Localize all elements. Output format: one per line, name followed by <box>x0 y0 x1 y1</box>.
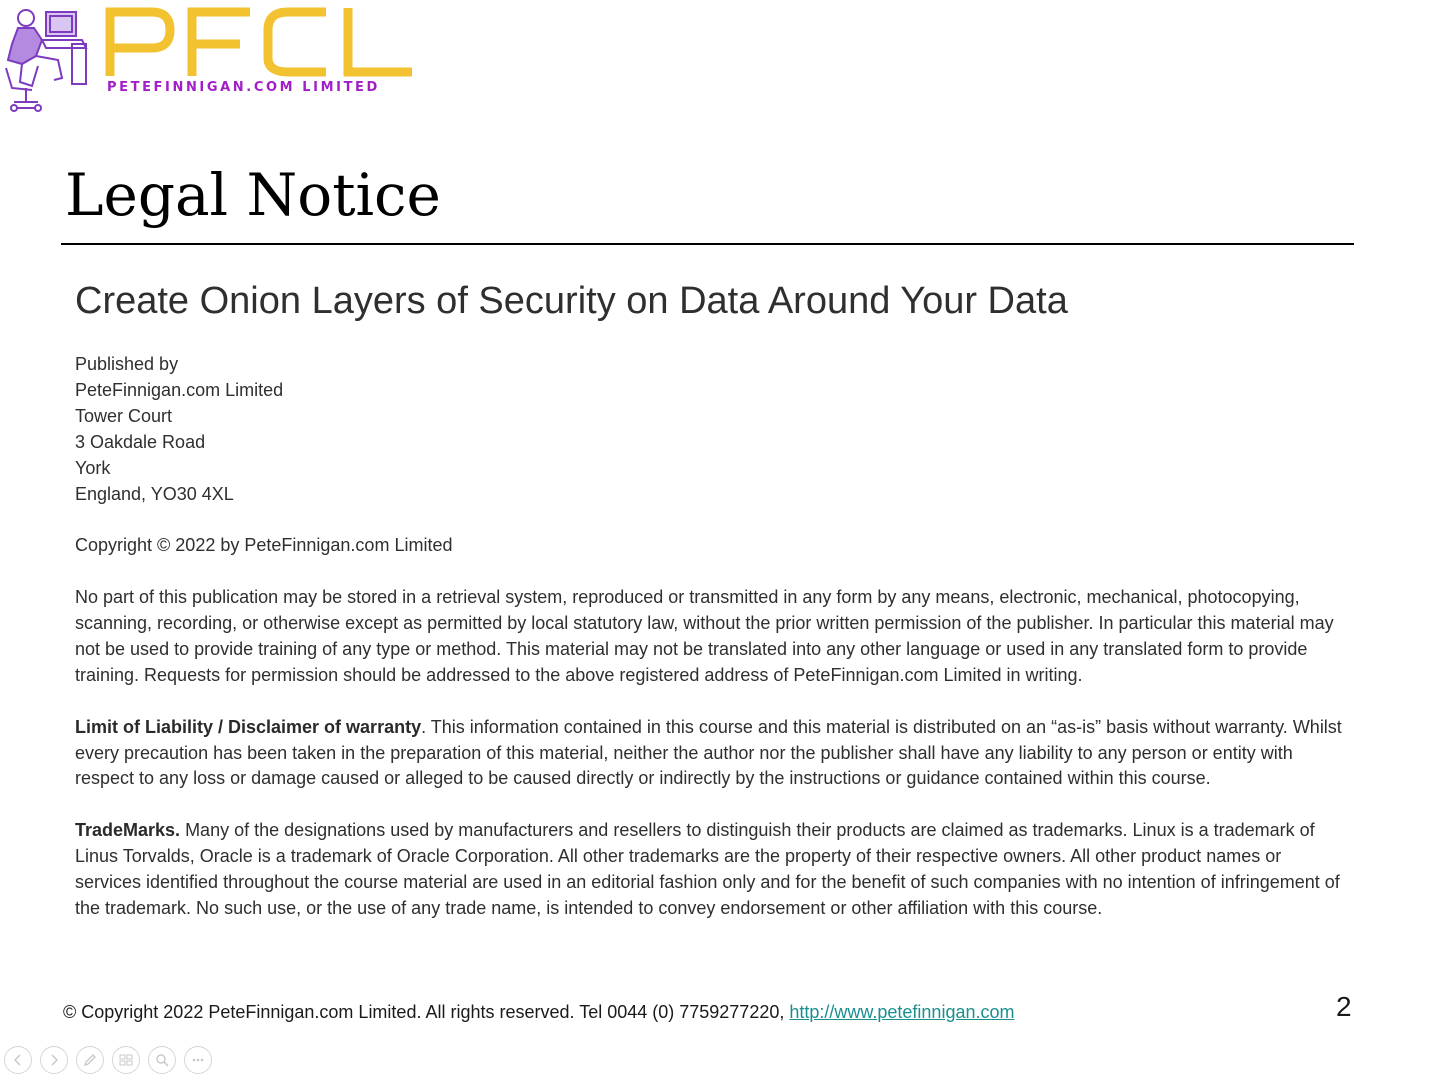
no-part-paragraph: No part of this publication may be stored in a retrieval system, reproduced or transmitted in any form by any means, electronic, mechanical, photocopying, scanning, recording, or otherwise except as permitted by local statutory law, without the prior written permission of the publisher. In particular this material may not be used to provide training of any type or method. This material may not be translated into any other language or used in any translated form to provide training. Requests for permission should be addressed to the above registered address of PeteFinnigan.com Limited in writing. <box>75 587 1334 685</box>
slides-icon <box>118 1052 134 1068</box>
title-divider <box>61 243 1354 245</box>
arrow-right-icon <box>46 1052 62 1068</box>
more-options-button[interactable] <box>184 1046 212 1074</box>
page-number: 2 <box>1336 991 1352 1022</box>
address-line: 3 Oakdale Road <box>75 431 206 452</box>
website-link[interactable]: http://www.petefinnigan.com <box>789 1002 1015 1022</box>
person-at-computer-icon <box>2 4 98 112</box>
address-line: Tower Court <box>75 405 173 426</box>
previous-slide-button[interactable] <box>4 1046 32 1074</box>
address-line: England, YO30 4XL <box>75 483 234 504</box>
pen-icon <box>82 1052 98 1068</box>
trademarks-heading: TradeMarks. <box>75 820 181 841</box>
ellipsis-icon <box>190 1052 206 1068</box>
trademarks-paragraph <box>75 818 1350 922</box>
footer-copyright: © Copyright 2022 PeteFinnigan.com Limited. All rights reserved. Tel 0044 (0) 7759277220, <box>63 1002 790 1022</box>
arrow-left-icon <box>10 1052 26 1068</box>
magnifier-icon <box>154 1052 170 1068</box>
pen-button[interactable] <box>76 1046 104 1074</box>
address-line: Published by <box>75 354 179 374</box>
slideshow-toolbar <box>4 1046 212 1076</box>
publisher-address <box>75 352 1350 507</box>
zoom-button[interactable] <box>148 1046 176 1074</box>
company-logo <box>0 0 430 115</box>
address-line: York <box>75 457 111 478</box>
next-slide-button[interactable] <box>40 1046 68 1074</box>
legal-content <box>75 352 1350 948</box>
trademarks-text: Many of the designations used by manufacturers and resellers to distinguish their products are claimed as trademarks. Linux is a trademark of Linus Torvalds, Oracle is a trademark of Oracle Corporation. All other trademarks are the property of their respective owners. All other product names or services identified throughout the course material are used in an editorial fashion only and for the benefit of such companies with no intention of infringement of the trademark. No such use, or the use of any trade name, is intended to convey endorsement or other affiliation with this course. <box>75 820 1340 918</box>
see-all-slides-button[interactable] <box>112 1046 140 1074</box>
liability-text: . This information contained in this course and this material is distributed on an “as-is” basis without warranty. Whilst every precaution has been taken in the preparation of this material, neither the author nor the publisher shall have any liability to any person or entity with respect to any loss or damage caused or alleged to be caused directly or indirectly by the instructions or guidance contained within this course. <box>75 716 1342 789</box>
liability-heading: Limit of Liability / Disclaimer of warranty <box>75 716 422 737</box>
address-line: PeteFinnigan.com Limited <box>75 379 284 400</box>
slide-subtitle: Create Onion Layers of Security on Data Around Your Data <box>75 280 1068 322</box>
footer <box>63 1000 1014 1024</box>
liability-paragraph <box>75 715 1350 793</box>
logo-letters <box>104 6 416 78</box>
slide-title: Legal Notice <box>65 161 441 229</box>
copyright-statement: Copyright © 2022 by PeteFinnigan.com Limited <box>75 535 453 556</box>
logo-tagline: PETEFINNIGAN.COM LIMITED <box>107 80 380 95</box>
